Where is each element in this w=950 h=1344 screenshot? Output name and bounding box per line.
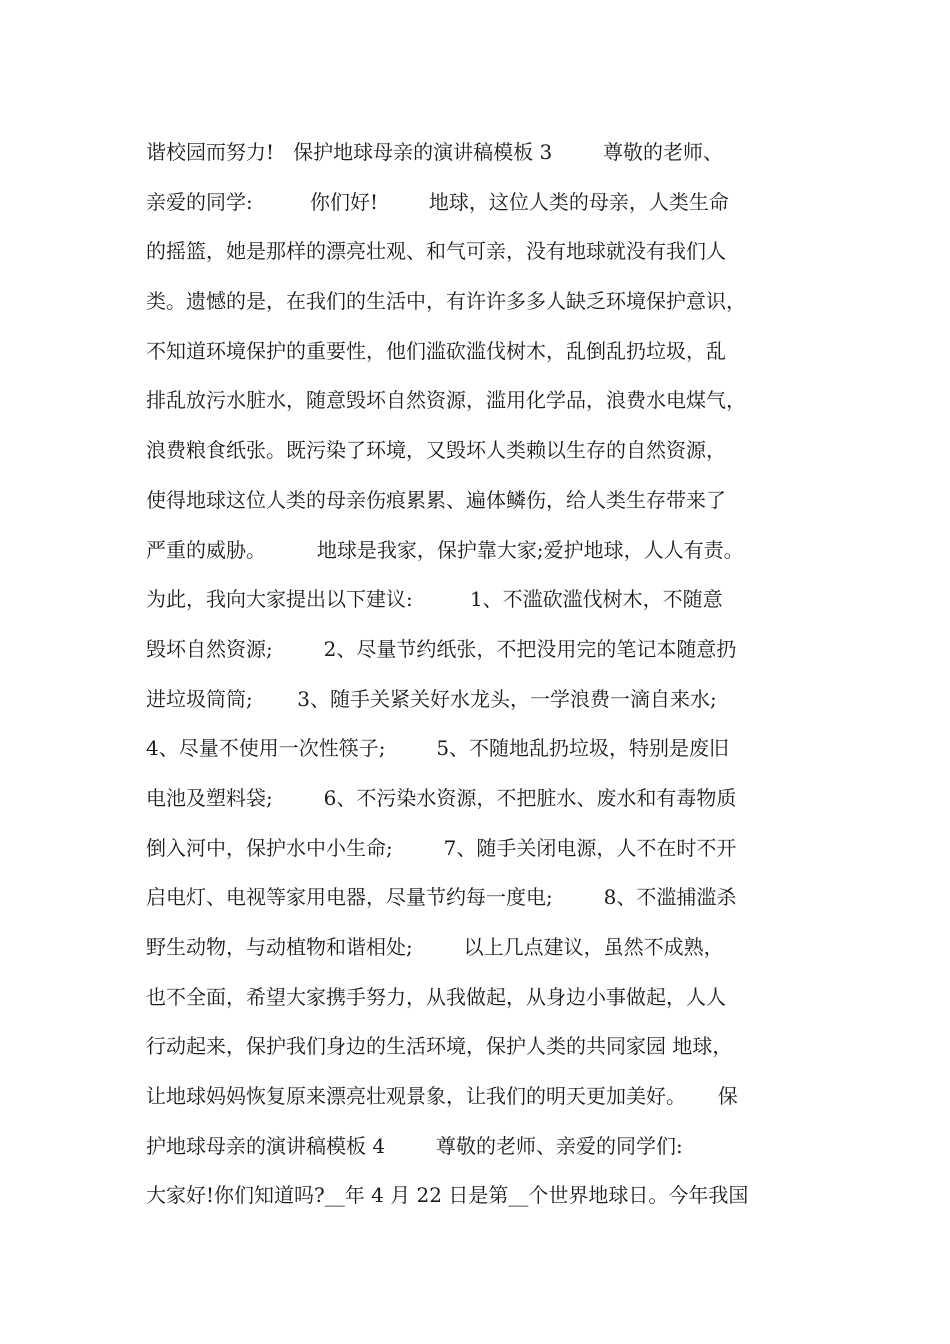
text-line: 野生动物，与动植物和谐相处; 以上几点建议，虽然不成熟， — [146, 935, 724, 959]
text-line: 大家好!你们知道吗?__年 4 月 22 日是第__个世界地球日。今年我国 — [146, 1183, 749, 1208]
text-line: 为此，我向大家提出以下建议: 1、不滥砍滥伐树木，不随意 — [146, 587, 723, 612]
text-line: 护地球母亲的演讲稿模板 4 尊敬的老师、亲爱的同学们: — [146, 1133, 683, 1158]
text-line: 的摇篮，她是那样的漂亮壮观、和气可亲，没有地球就没有我们人 — [146, 239, 726, 264]
text-line: 浪费粮食纸张。既污染了环境，又毁坏人类赖以生存的自然资源， — [146, 438, 726, 463]
text-line: 谐校园而努力! 保护地球母亲的演讲稿模板 3 尊敬的老师、 — [146, 140, 724, 164]
text-line: 倒入河中，保护水中小生命; 7、随手关闭电源，人不在时不开 — [146, 835, 737, 860]
text-line: 也不全面，希望大家携手努力，从我做起，从身边小事做起，人人 — [146, 984, 726, 1009]
text-line: 进垃圾筒筒; 3、随手关紧关好水龙头，一学浪费一滴自来水; — [146, 686, 717, 711]
text-line: 毁坏自然资源; 2、尽量节约纸张，不把没用完的笔记本随意扔 — [146, 636, 737, 661]
text-line: 行动起来，保护我们身边的生活环境，保护人类的共同家园 地球， — [146, 1034, 733, 1059]
text-line: 类。遗憾的是，在我们的生活中，有许许多多人缺乏环境保护意识， — [146, 289, 746, 314]
text-line: 严重的威胁。 地球是我家，保护靠大家;爱护地球，人人有责。 — [146, 537, 744, 562]
text-line: 使得地球这位人类的母亲伤痕累累、遍体鳞伤，给人类生存带来了 — [146, 487, 726, 512]
text-line: 亲爱的同学: 你们好! 地球，这位人类的母亲，人类生命 — [146, 189, 729, 214]
speech-text-block — [146, 128, 826, 1221]
text-line: 排乱放污水脏水，随意毁坏自然资源，滥用化学品，浪费水电煤气， — [146, 388, 746, 413]
text-line: 让地球妈妈恢复原来漂亮壮观景象，让我们的明天更加美好。 保 — [146, 1084, 738, 1109]
text-line: 不知道环境保护的重要性，他们滥砍滥伐树木，乱倒乱扔垃圾，乱 — [146, 338, 726, 363]
text-line: 启电灯、电视等家用电器，尽量节约每一度电; 8、不滥捕滥杀 — [146, 885, 737, 910]
text-line: 电池及塑料袋; 6、不污染水资源，不把脏水、废水和有毒物质 — [146, 785, 737, 810]
text-line: 4、尽量不使用一次性筷子; 5、不随地乱扔垃圾，特别是废旧 — [146, 736, 730, 761]
